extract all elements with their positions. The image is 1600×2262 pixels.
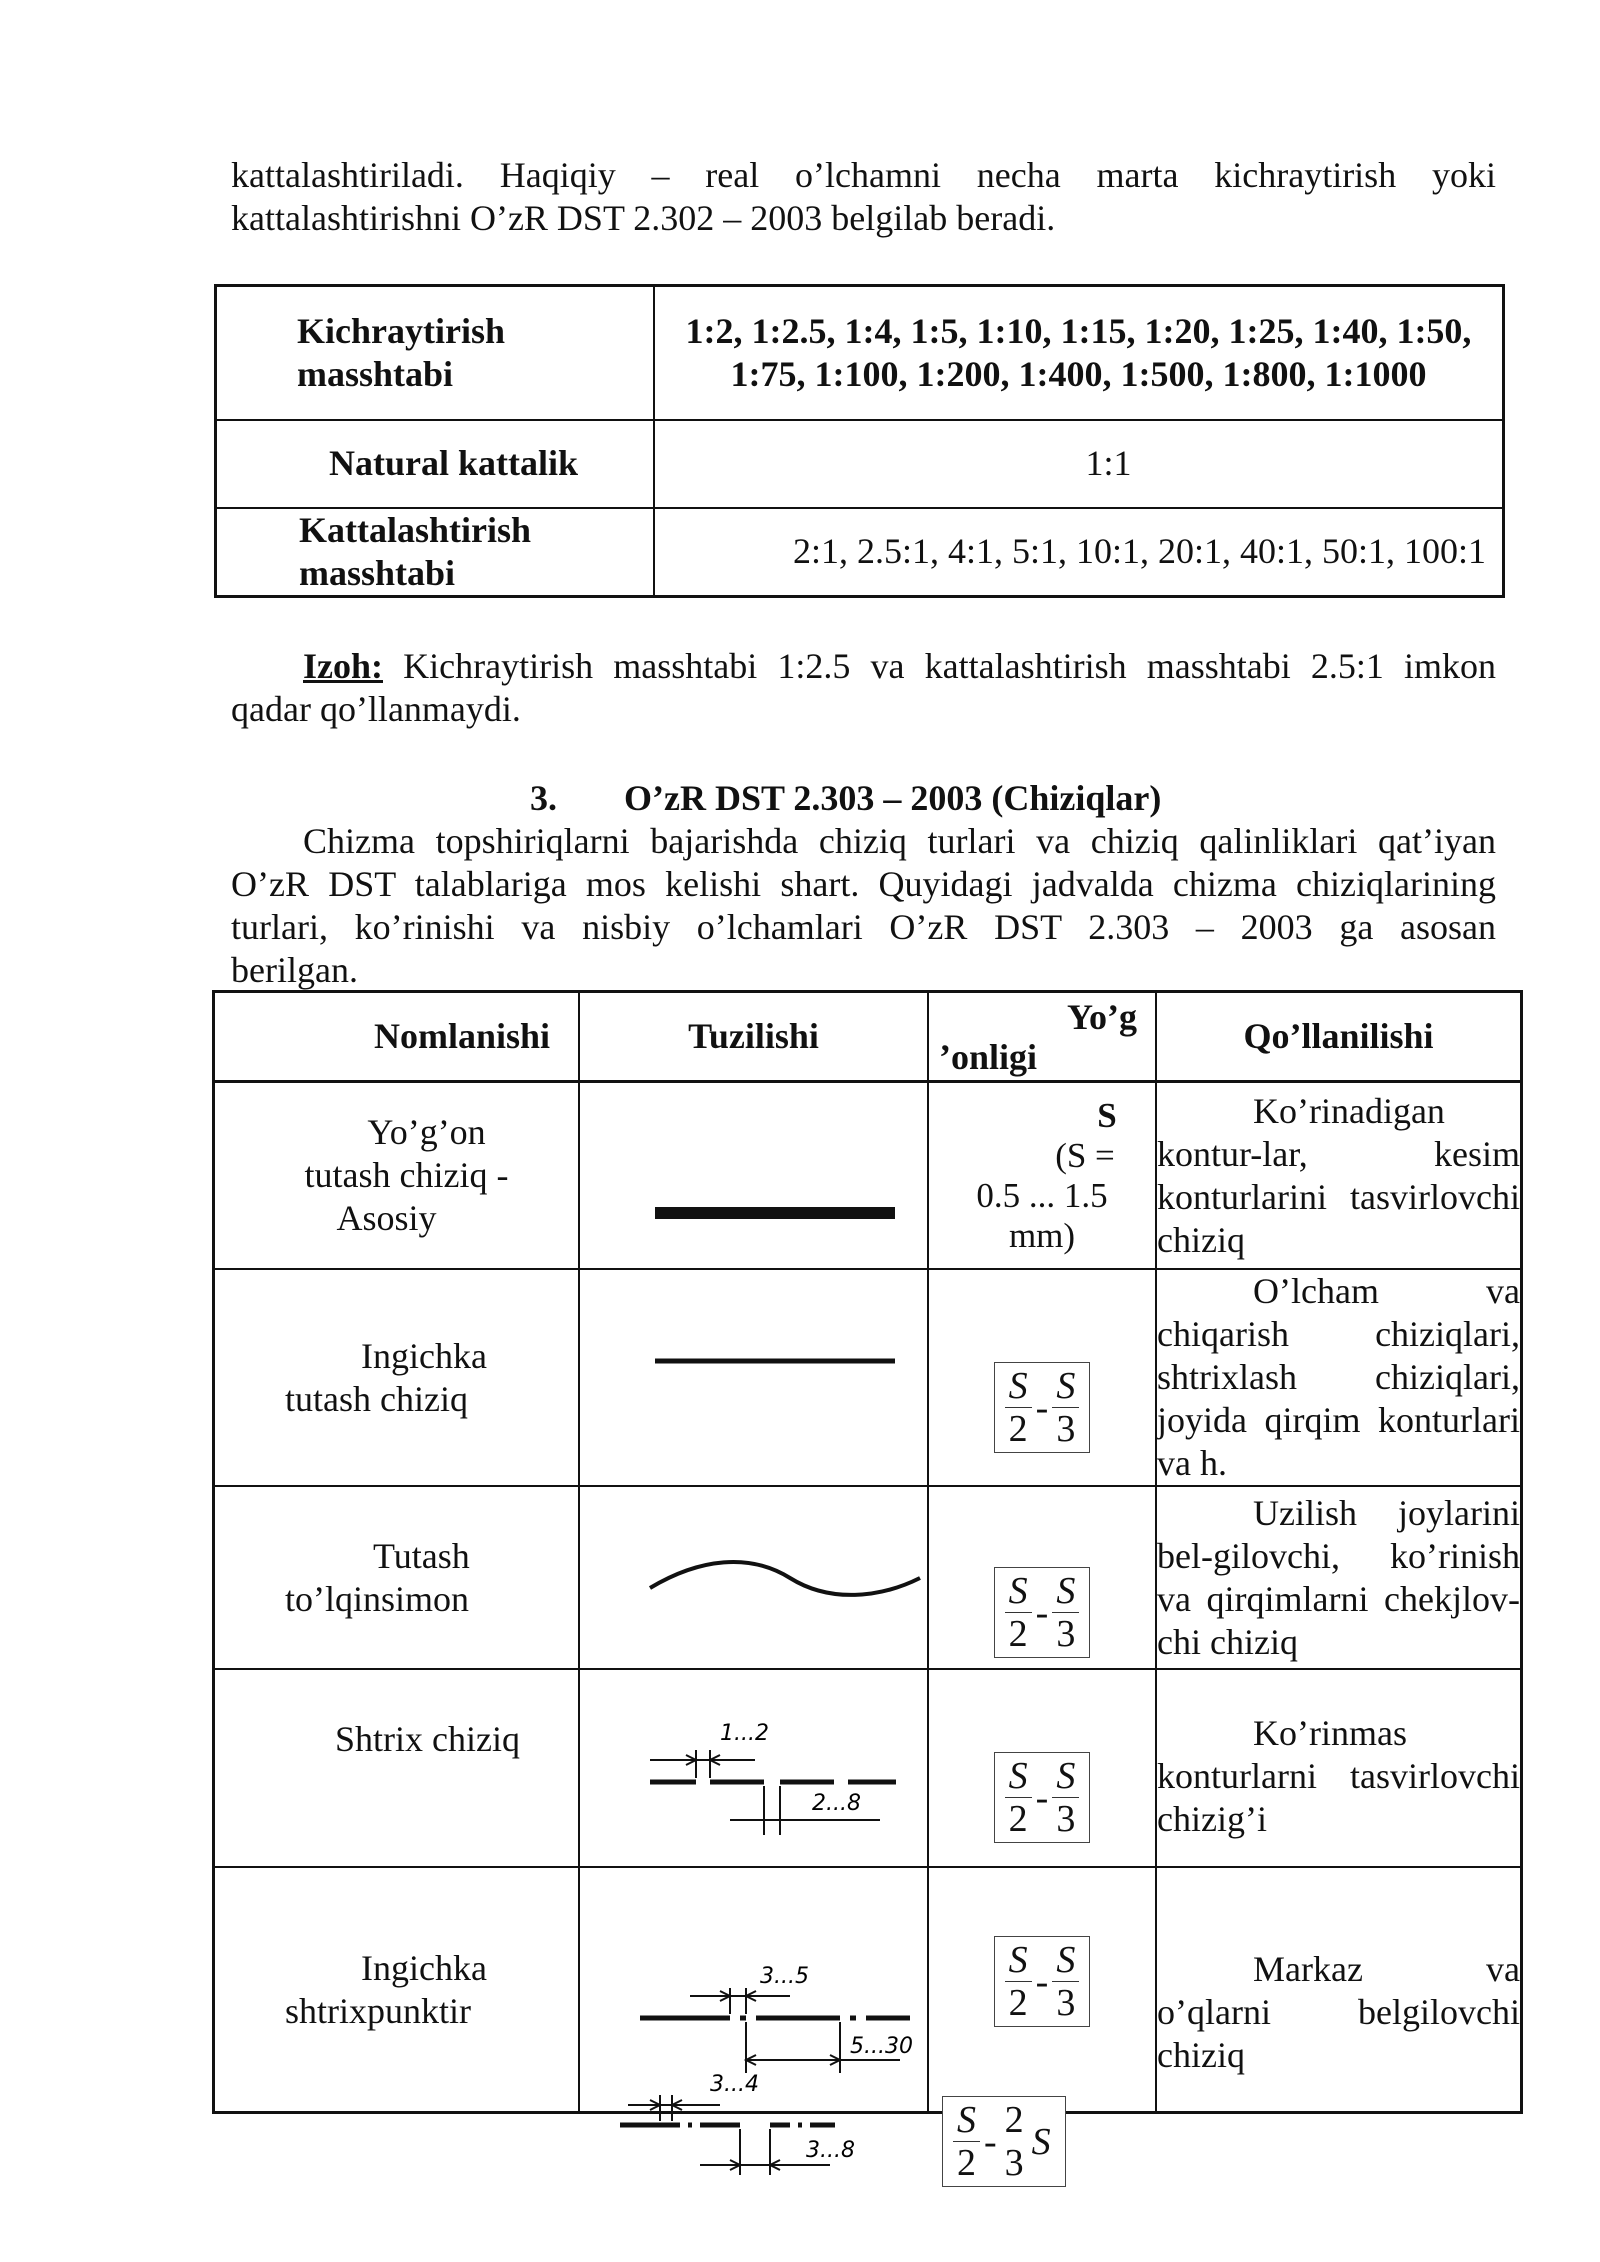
row-name <box>214 1082 580 1270</box>
fraction-dash: - <box>1035 1776 1049 1819</box>
fraction-num: S <box>1052 1939 1079 1982</box>
row-usage <box>1156 1867 1522 2113</box>
row-thickness <box>928 1269 1156 1486</box>
scale-row-natural-value <box>654 420 1504 508</box>
row-structure <box>579 1269 928 1486</box>
row-name-line: Ingichka <box>361 1947 487 1988</box>
fraction-num: S <box>1005 1939 1032 1982</box>
row-name-line: Ingichka <box>361 1335 487 1376</box>
row-usage <box>1156 1269 1522 1486</box>
thin-line-sample <box>580 1285 927 1461</box>
fraction-den: 3 <box>1056 1798 1076 1840</box>
intro-line-2: kattalashtirishni O’zR DST 2.302 – 2003 belgilab beradi. <box>231 198 1056 238</box>
thickness-line: (S = <box>1055 1135 1115 1175</box>
fraction-den: 3 <box>1056 1982 1076 2024</box>
row-name <box>214 1486 580 1669</box>
fraction-suffix: S <box>1031 2120 1051 2163</box>
row-thickness <box>928 1669 1156 1867</box>
fraction-den: 3 <box>1004 2141 1024 2184</box>
fraction-num: S <box>1005 1570 1032 1613</box>
scale-row-natural-name <box>216 420 655 508</box>
section-para-line-1: Chizma topshiriqlarni bajarishda chiziq turlari va chiziq qalinliklari qat’iyan <box>303 821 1496 861</box>
note-line-1 <box>231 645 1496 688</box>
row-name-line: to’lqinsimon <box>285 1578 470 1619</box>
row-name-line: Yo’g’on <box>367 1112 486 1152</box>
header-usage: Qo’llanilishi <box>1156 992 1522 1082</box>
row-structure <box>579 1486 928 1669</box>
row-name-line: shtrixpunktir <box>285 1990 471 2031</box>
note-text: Kichraytirish masshtabi 1:2.5 va kattalashtirish masshtabi 2.5:1 imkon <box>383 646 1496 686</box>
scale-value-text: 1:2, 1:2.5, 1:4, 1:5, 1:10, 1:15, 1:20, 1:25, 1:40, 1:50, 1:75, 1:100, 1:200, 1:400, 1:500, 1:800, 1:1000 <box>685 310 1472 394</box>
row-structure <box>579 1669 928 1867</box>
row-name-line: Shtrix chiziq <box>335 1719 520 1759</box>
fraction-num: S <box>1052 1570 1079 1613</box>
scale-row-enlarge-value <box>654 508 1504 597</box>
section-title: O’zR DST 2.303 – 2003 (Chiziqlar) <box>624 778 1162 818</box>
section-heading <box>530 777 1161 820</box>
lines-table-header <box>214 992 1522 1082</box>
row-usage <box>1156 1082 1522 1270</box>
row-structure <box>579 1082 928 1270</box>
row-name-line: tutash chiziq <box>285 1378 468 1419</box>
extra-line-diagram <box>610 2065 900 2215</box>
header-structure: Tuzilishi <box>579 992 928 1082</box>
scale-row-enlarge-name <box>216 508 655 597</box>
fraction-den: 3 <box>1056 1613 1076 1655</box>
lines-table <box>212 990 1523 2114</box>
row-name <box>214 1669 580 1867</box>
fraction-num: S <box>1005 1755 1032 1798</box>
fraction-dash: - <box>1035 1960 1049 2003</box>
section-number: 3. <box>530 778 557 818</box>
thickness-fraction <box>994 1567 1091 1658</box>
header-name: Nomlanishi <box>214 992 580 1082</box>
dim-label-b: 5...30 <box>850 2034 913 2059</box>
intro-line-1: kattalashtiriladi. Haqiqiy – real o’lchamni necha marta kichraytirish yoki <box>231 155 1496 195</box>
header-thickness <box>928 992 1156 1082</box>
usage-text: Ko’rinadigan kontur-lar, kesim konturlarini tasvirlovchi chiziq <box>1157 1090 1520 1260</box>
row-name-line: tutash chiziq - <box>304 1155 509 1195</box>
table-row <box>214 1082 1522 1270</box>
scale-name-text: Kattalashtirish masshtabi <box>299 509 532 593</box>
fraction-den: 2 <box>957 2142 976 2184</box>
thickness-line: 0.5 ... 1.5 <box>976 1175 1108 1215</box>
scale-row-reduction-value <box>654 286 1504 420</box>
fraction-dash: - <box>984 2120 997 2163</box>
row-usage <box>1156 1486 1522 1669</box>
header-thickness-l2: ’onligi <box>939 1036 1038 1077</box>
row-thickness <box>928 1082 1156 1270</box>
scale-value-text: 1:1 <box>1085 443 1132 483</box>
usage-text: Ko’rinmas konturlarni tasvirlovchi chizig’i <box>1157 1713 1520 1839</box>
section-para-line-4: berilgan. <box>231 950 358 990</box>
row-name <box>214 1269 580 1486</box>
thickness-fraction <box>994 1936 1091 2027</box>
header-thickness-l1: Yo’g <box>1067 996 1137 1037</box>
fraction-den: 2 <box>1008 1982 1028 2024</box>
dim-label-b: 2...8 <box>812 1791 861 1816</box>
table-row <box>214 1486 1522 1669</box>
extra-dim-b: 3...8 <box>806 2138 855 2163</box>
dim-label-a: 3...5 <box>760 1964 809 1989</box>
table-row <box>214 1669 1522 1867</box>
usage-text: O’lcham va chiqarish chiziqlari, shtrixlash chiziqlari, joyida qirqim konturlari va h. <box>1157 1271 1520 1483</box>
thick-line-sample <box>580 1083 927 1258</box>
fraction-num: S <box>953 2099 980 2142</box>
row-name <box>214 1867 580 2113</box>
wavy-line-sample <box>580 1498 927 1648</box>
scale-name-text: Kichraytirish masshtabi <box>297 310 505 394</box>
scale-row-reduction-name <box>216 286 655 420</box>
extra-fraction <box>942 2096 1066 2187</box>
thickness-fraction <box>994 1362 1091 1453</box>
usage-text: Uzilish joylarini bel-gilovchi, ko’rinish va qirqimlarni chekjlov-chi chiziq <box>1157 1492 1520 1662</box>
fraction-num: 2 <box>1004 2099 1024 2142</box>
fraction-num: S <box>1052 1755 1079 1798</box>
thickness-s: S <box>1097 1095 1117 1135</box>
extra-dim-a: 3...4 <box>710 2072 759 2097</box>
fraction-dash: - <box>1035 1386 1049 1429</box>
dashed-line-sample <box>580 1670 927 1856</box>
scale-table <box>214 284 1505 598</box>
row-thickness <box>928 1486 1156 1669</box>
usage-text: Markaz va o’qlarni belgilovchi chiziq <box>1157 1949 1520 2075</box>
section-para-line-3: turlari, ko’rinishi va nisbiy o’lchamlari O’zR DST 2.303 – 2003 ga asosan <box>231 907 1496 947</box>
row-usage <box>1156 1669 1522 1867</box>
fraction-num: S <box>1005 1365 1032 1408</box>
thickness-fraction <box>994 1752 1091 1843</box>
fraction-dash: - <box>1035 1591 1049 1634</box>
table-row <box>214 1269 1522 1486</box>
note-label: Izoh: <box>303 646 383 686</box>
scale-name-text: Natural kattalik <box>329 443 579 483</box>
scale-value-text: 2:1, 2.5:1, 4:1, 5:1, 10:1, 20:1, 40:1, 50:1, 100:1 <box>792 531 1486 571</box>
row-name-line: Tutash <box>373 1535 470 1576</box>
dim-label-a: 1...2 <box>720 1721 769 1746</box>
fraction-den: 2 <box>1008 1798 1028 1840</box>
fraction-den: 2 <box>1008 1613 1028 1655</box>
fraction-den: 3 <box>1056 1408 1076 1450</box>
thickness-line: mm) <box>1008 1215 1076 1255</box>
section-para-line-2: O’zR DST talablariga mos kelishi shart. Quyidagi jadvalda chizma chiziqlarining <box>231 864 1496 904</box>
fraction-den: 2 <box>1008 1408 1028 1450</box>
row-name-line: Asosiy <box>336 1198 437 1238</box>
fraction-num: S <box>1052 1365 1079 1408</box>
row-thickness <box>928 1867 1156 2113</box>
note-line-2: qadar qo’llanmaydi. <box>231 689 521 729</box>
